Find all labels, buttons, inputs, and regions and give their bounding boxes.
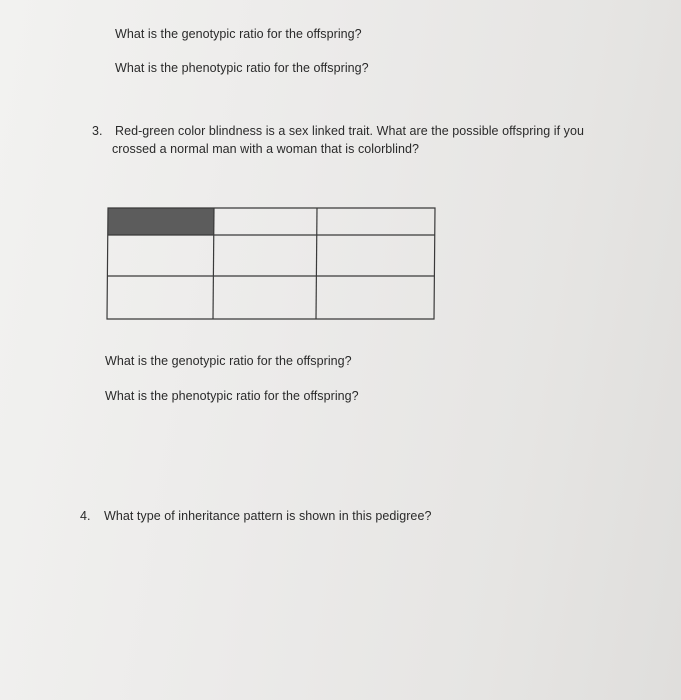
q4-number: 4.: [80, 509, 91, 523]
q3-genotypic-ratio-question: What is the genotypic ratio for the offspring?: [105, 354, 352, 368]
punnett-square: [106, 206, 436, 321]
punnett-shaded-corner-cell: [108, 208, 214, 235]
q4-text: What type of inheritance pattern is shown in this pedigree?: [104, 509, 432, 523]
q2-phenotypic-ratio-question: What is the phenotypic ratio for the offspring?: [115, 61, 369, 75]
q2-genotypic-ratio-question: What is the genotypic ratio for the offspring?: [115, 27, 362, 41]
q3-number: 3.: [92, 124, 103, 138]
punnett-col-divider-2: [316, 208, 317, 319]
q3-phenotypic-ratio-question: What is the phenotypic ratio for the offspring?: [105, 389, 359, 403]
q3-text-line1: Red-green color blindness is a sex linked trait. What are the possible offspring if you: [115, 124, 584, 138]
q3-text-line2: crossed a normal man with a woman that is colorblind?: [112, 142, 419, 156]
